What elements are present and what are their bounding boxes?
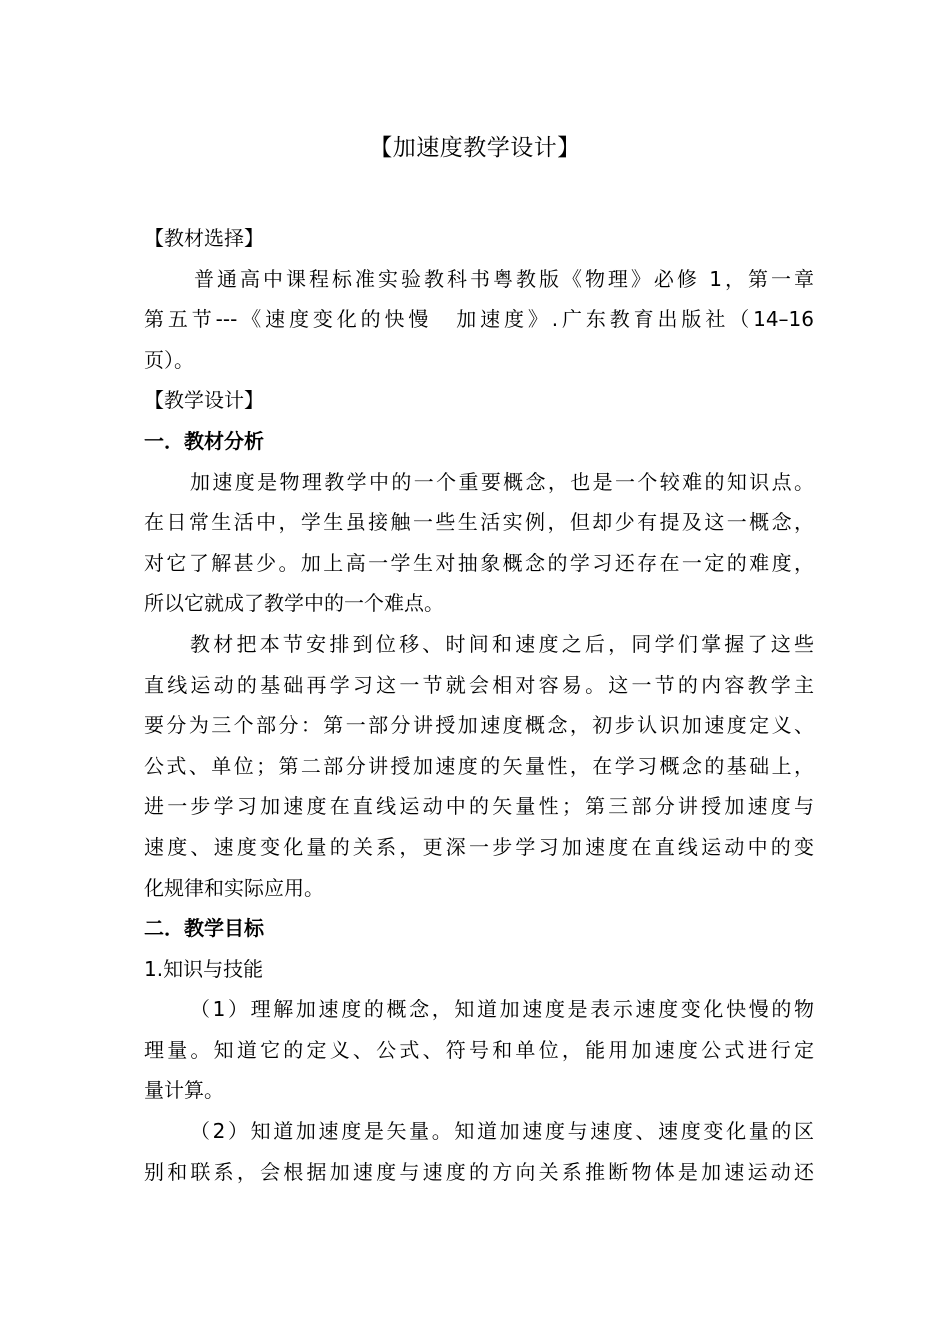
subsection-heading <box>144 908 814 949</box>
paragraph-line-text: 在日常生活中，学生虽接触一些生活实例，但却少有提及这一概念， <box>144 510 814 535</box>
paragraph-line <box>144 665 814 706</box>
paragraph-line <box>144 786 814 827</box>
subsection-heading <box>144 421 814 462</box>
paragraph-line-text: （1）理解加速度的概念，知道加速度是表示速度变化快慢的物 <box>190 997 814 1022</box>
paragraph-line-text: 第五节---《速度变化的快慢 加速度》.广东教育出版社（14–16 <box>144 307 814 332</box>
paragraph-line <box>144 502 814 543</box>
paragraph-line-text: 公式、单位；第二部分讲授加速度的矢量性，在学习概念的基础上， <box>144 753 814 778</box>
paragraph-line <box>144 1111 814 1152</box>
paragraph-line-text: 对它了解甚少。加上高一学生对抽象概念的学习还存在一定的难度， <box>144 550 814 575</box>
paragraph-line-text: 别和联系，会根据加速度与速度的方向关系推断物体是加速运动还 <box>144 1159 814 1184</box>
paragraph-line-text: 页）。 <box>144 347 194 372</box>
paragraph-line-text: 要分为三个部分：第一部分讲授加速度概念，初步认识加速度定义、 <box>144 713 814 738</box>
paragraph-line <box>144 299 814 340</box>
paragraph-line <box>144 989 814 1030</box>
paragraph-line-text: 1.知识与技能 <box>144 956 264 981</box>
paragraph-line <box>144 705 814 746</box>
paragraph-line-text: 进一步学习加速度在直线运动中的矢量性；第三部分讲授加速度与 <box>144 794 814 819</box>
paragraph-line-text: 教材把本节安排到位移、时间和速度之后，同学们掌握了这些 <box>190 631 814 656</box>
document-body <box>144 218 814 1192</box>
subsection-heading-text: 一．教材分析 <box>144 428 264 453</box>
paragraph-line <box>144 1152 814 1193</box>
paragraph-line <box>144 462 814 503</box>
paragraph-line-text: 理量。知道它的定义、公式、符号和单位，能用加速度公式进行定 <box>144 1037 814 1062</box>
paragraph-line <box>144 827 814 868</box>
paragraph-line-text: 普通高中课程标准实验教科书粤教版《物理》必修 1，第一章 <box>194 266 814 291</box>
paragraph-line <box>144 624 814 665</box>
paragraph-line-text: 直线运动的基础再学习这一节就会相对容易。这一节的内容教学主 <box>144 672 814 697</box>
paragraph-line <box>144 1070 814 1111</box>
paragraph-line <box>144 340 814 381</box>
section-heading <box>144 218 814 259</box>
section-heading <box>144 380 814 421</box>
paragraph-line <box>144 949 814 990</box>
paragraph-line-text: 所以它就成了教学中的一个难点。 <box>144 591 444 616</box>
paragraph-line-text: 速度、速度变化量的关系，更深一步学习加速度在直线运动中的变 <box>144 834 814 859</box>
section-heading-text: 【教材选择】 <box>144 226 264 250</box>
subsection-heading-text: 二．教学目标 <box>144 916 264 941</box>
paragraph-line-text: 加速度是物理教学中的一个重要概念，也是一个较难的知识点。 <box>190 469 814 494</box>
paragraph-line <box>144 746 814 787</box>
paragraph-line <box>144 259 814 300</box>
paragraph-line <box>144 543 814 584</box>
paragraph-line-text: （2）知道加速度是矢量。知道加速度与速度、速度变化量的区 <box>190 1119 814 1144</box>
paragraph-line <box>144 583 814 624</box>
section-heading-text: 【教学设计】 <box>144 388 264 413</box>
paragraph-line-text: 量计算。 <box>144 1078 224 1103</box>
paragraph-line-text: 化规律和实际应用。 <box>144 875 324 900</box>
paragraph-line <box>144 1030 814 1071</box>
document-title: 【加速度教学设计】 <box>369 135 581 161</box>
paragraph-line <box>144 868 814 909</box>
